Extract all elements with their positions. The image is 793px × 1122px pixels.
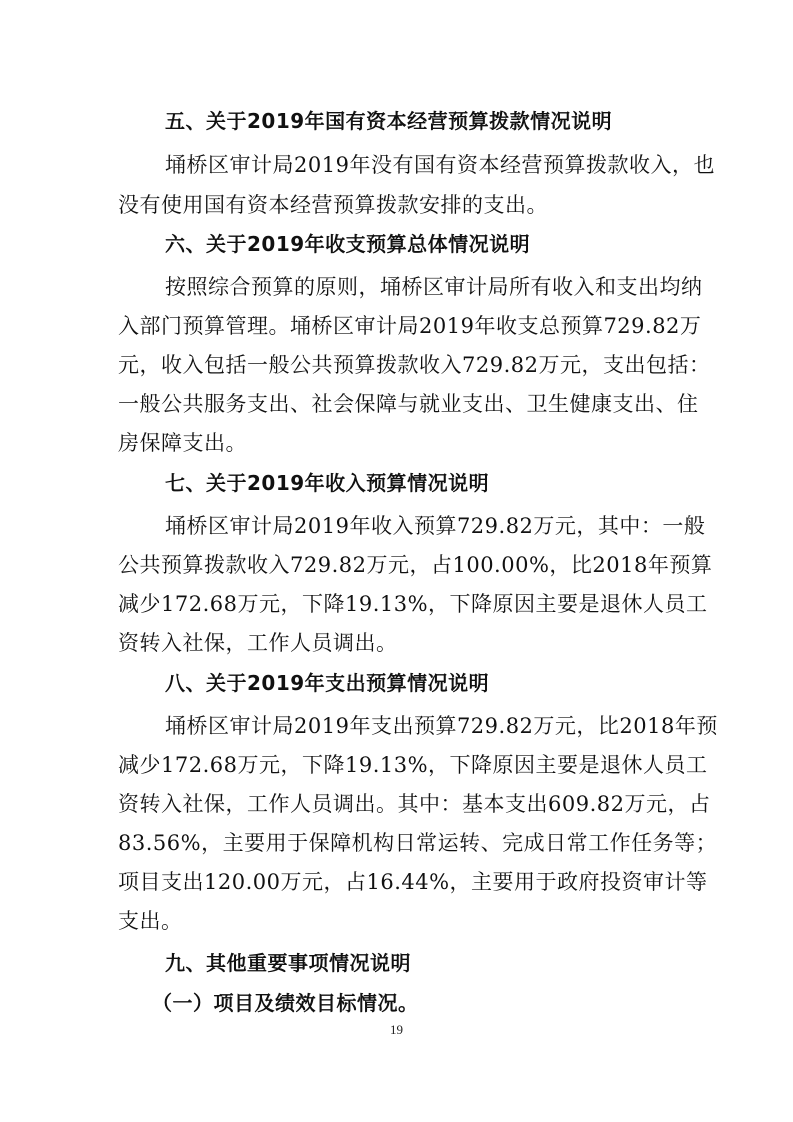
paragraph-line: 项目支出120.00万元，占16.44%，主要用于政府投资审计等 — [118, 870, 708, 894]
paragraph-line: 公共预算拨款收入729.82万元，占100.00%，比2018年预算 — [118, 553, 713, 577]
page-number: 19 — [390, 1022, 403, 1037]
paragraph-line: 埇桥区审计局2019年支出预算729.82万元，比2018年预 — [165, 714, 718, 738]
paragraph-line: 83.56%，主要用于保障机构日常运转、完成日常工作任务等； — [118, 831, 718, 855]
paragraph-line: 资转入社保，工作人员调出。 — [118, 631, 398, 655]
section-heading-6: 六、关于2019年收支预算总体情况说明 — [165, 232, 531, 256]
paragraph-line: 资转入社保，工作人员调出。其中：基本支出609.82万元，占 — [118, 792, 711, 816]
section-heading-5: 五、关于2019年国有资本经营预算拨款情况说明 — [165, 109, 613, 133]
paragraph-line: 埇桥区审计局2019年没有国有资本经营预算拨款收入，也 — [165, 153, 715, 177]
section-heading-9: 九、其他重要事项情况说明 — [165, 951, 411, 975]
paragraph-line: 支出。 — [118, 909, 183, 933]
paragraph-line: 按照综合预算的原则，埇桥区审计局所有收入和支出均纳 — [165, 275, 703, 299]
section-heading-7: 七、关于2019年收入预算情况说明 — [165, 471, 490, 495]
paragraph-line: 一般公共服务支出、社会保障与就业支出、卫生健康支出、住 — [118, 392, 699, 416]
paragraph-line: 房保障支出。 — [118, 431, 247, 455]
paragraph-line: 减少172.68万元，下降19.13%，下降原因主要是退休人员工 — [118, 753, 708, 777]
section-heading-8: 八、关于2019年支出预算情况说明 — [165, 671, 490, 695]
paragraph-line: 入部门预算管理。埇桥区审计局2019年收支总预算729.82万 — [118, 314, 702, 338]
paragraph-line: 没有使用国有资本经营预算拨款安排的支出。 — [118, 193, 548, 217]
paragraph-line: 元，收入包括一般公共预算拨款收入729.82万元，支出包括： — [118, 353, 711, 377]
paragraph-line: 埇桥区审计局2019年收入预算729.82万元，其中：一般 — [165, 514, 706, 538]
paragraph-line: 减少172.68万元，下降19.13%，下降原因主要是退休人员工 — [118, 592, 708, 616]
subsection-heading: （一）项目及绩效目标情况。 — [152, 991, 419, 1015]
